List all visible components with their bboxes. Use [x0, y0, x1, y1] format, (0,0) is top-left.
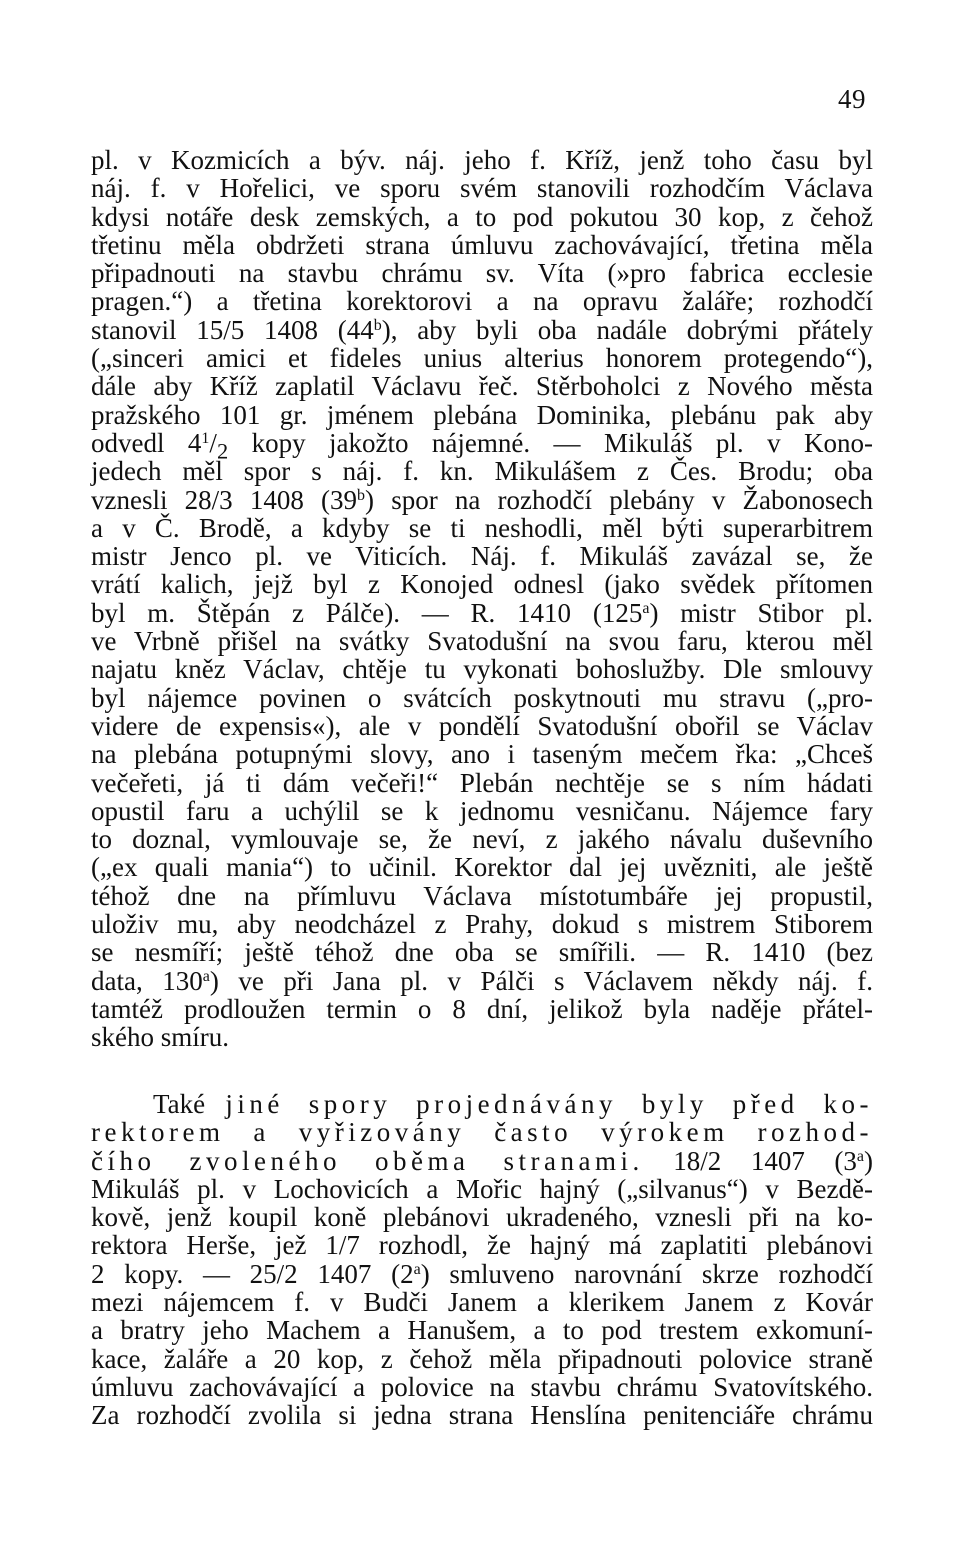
spaced-emphasis: čího zvoleného oběma stranami.: [91, 1145, 644, 1176]
paragraph-2: [91, 1090, 873, 1430]
text-line: kově, jenž koupil koně plebánovi ukradeného, vznesli při na ko-: [91, 1202, 873, 1233]
text-line: („sinceri amici et fideles unius alterius honorem protegendo“),: [91, 343, 873, 374]
text-line: („ex quali mania“) to učinil. Korektor dal jej uvězniti, ale ještě: [91, 852, 873, 883]
text-line: to doznal, vymlouvaje se, že neví, z jakého návalu duševního: [91, 824, 873, 855]
text-line: úmluvu zachovávající a polovice na stavbu chrámu Svatovítského.: [91, 1371, 873, 1402]
text-line: kace, žaláře a 20 kop, z čehož měla připadnouti polovice straně: [91, 1343, 873, 1374]
line-part: ) ve při Jana pl. v Pálči s Václavem někdy náj. f.: [209, 965, 873, 996]
line-part: ) smluveno narovnání skrze rozhodčí: [420, 1258, 873, 1289]
text-line: Mikuláš pl. v Lochovicích a Mořic hajný („silvanus“) v Bezdě-: [91, 1173, 873, 1204]
text-line: večeřeti, já ti dám večeři!“ Plebán nechtěje se s ním hádati: [91, 767, 873, 798]
text-line: pragen.“) a třetina korektorovi a na opravu žaláře; rozhodčí: [91, 286, 873, 317]
text-line: [91, 1090, 873, 1118]
text-line: a bratry jeho Machem a Hanušem, a to pod trestem exkomuní-: [91, 1315, 873, 1346]
superscript: a: [202, 967, 210, 985]
text-line: rektora Herše, jež 1/7 rozhodl, že hajný má zaplatiti plebánovi: [91, 1230, 873, 1261]
spaced-emphasis: rektorem a vyřizovány často výrokem rozhod-: [91, 1117, 873, 1148]
text-line: téhož dne na přímluvu Václava místotumbáře jej propustil,: [91, 880, 873, 911]
text-line: pl. v Kozmicích a býv. náj. jeho f. Kříž, jenž toho času byl: [91, 145, 873, 175]
text-line: [91, 1118, 873, 1146]
line-part: 18/2 1407 (3: [643, 1145, 857, 1176]
superscript: b: [357, 486, 366, 504]
line-part: data, 130: [91, 965, 203, 996]
line-part: stanovil 15/5 1408 (44: [91, 314, 374, 345]
text-line: ve Vrbně přišel na svátky Svatodušní na svou faru, kterou měl: [91, 626, 873, 657]
spaced-emphasis: jiné spory projednávány byly před ko-: [225, 1089, 873, 1119]
superscript: a: [856, 1147, 864, 1165]
text-line: náj. f. v Hořelici, ve sporu svém stanovili rozhodčím Václava: [91, 173, 873, 204]
line-part: ) mistr Stibor pl.: [649, 597, 873, 628]
line-part: ): [864, 1145, 873, 1176]
text-line: vrátí kalich, jejž byl z Konojed odnesl (jako svědek přítomen: [91, 569, 873, 600]
superscript: a: [642, 599, 650, 617]
line-part: /: [209, 427, 217, 458]
text-line: na plebána potupnými slovy, ano i taseným mečem řka: „Chceš: [91, 739, 873, 770]
line-part: ), aby byli oba nadále dobrými přátely: [381, 314, 873, 345]
text-line: [91, 967, 873, 995]
line-part: vznesli 28/3 1408 (39: [91, 484, 358, 515]
superscript: a: [413, 1260, 421, 1278]
subscript: 2: [216, 438, 229, 464]
line-part: 2 kopy. — 25/2 1407 (2: [91, 1258, 414, 1289]
paragraph-1: [91, 146, 873, 1052]
line-part: kopy jakožto nájemné. — Mikuláš pl. v Kono-: [228, 427, 873, 458]
text-line: se nesmíří; ještě téhož dne oba se smířili. — R. 1410 (bez: [91, 937, 873, 968]
line-part: ) spor na rozhodčí plebány v Žabonosech: [365, 484, 873, 515]
text-line: tamtéž prodloužen termin o 8 dní, jelikož byla naděje přátel-: [91, 993, 873, 1024]
text-line: [91, 1147, 873, 1175]
line-part: byl m. Štěpán z Pálče). — R. 1410 (125: [91, 597, 643, 628]
superscript: b: [373, 316, 382, 334]
text-line: mistr Jenco pl. ve Viticích. Náj. f. Mikuláš zavázal se, že: [91, 541, 873, 572]
text-line: opustil faru a uchýlil se k jednomu vesničanu. Nájemce fary: [91, 795, 873, 826]
line-part: Také: [153, 1089, 226, 1119]
text-line: byl nájemce povinen o svátcích poskytnouti mu stravu („pro-: [91, 682, 873, 713]
text-line: kdysi notáře desk zemských, a to pod pokutou 30 kop, z čehož: [91, 201, 873, 232]
text-line: [91, 1260, 873, 1288]
text-line: [91, 427, 873, 464]
superscript: 1: [201, 429, 210, 447]
text-line: [91, 599, 873, 627]
text-line: jedech měl spor s náj. f. kn. Mikulášem z Čes. Brodu; oba: [91, 456, 873, 487]
text-line: připadnouti na stavbu chrámu sv. Víta (»pro fabrica ecclesie: [91, 258, 873, 289]
text-line: třetinu měla obdržeti strana úmluvu zachovávající, třetina měla: [91, 229, 873, 260]
text-line: mezi nájemcem f. v Budči Janem a klerikem Janem z Kovár: [91, 1287, 873, 1318]
text-line: a v Č. Brodě, a kdyby se ti neshodli, měl býti superarbitrem: [91, 512, 873, 543]
text-line: ského smíru.: [91, 1022, 229, 1053]
text-line: videre de expensis«), ale v pondělí Svatodušní obořil se Václav: [91, 710, 873, 741]
text-line: uloživ mu, aby neodcházel z Prahy, dokud s mistrem Stiborem: [91, 909, 873, 940]
text-line: dále aby Kříž zaplatil Václavu řeč. Stěrboholci z Nového města: [91, 371, 873, 402]
text-line: najatu kněz Václav, chtěje tu vykonati bohoslužby. Dle smlouvy: [91, 654, 873, 685]
line-part: odvedl 4: [91, 427, 202, 458]
text-line: [91, 486, 873, 514]
text-line: pražského 101 gr. jménem plebána Dominika, plebánu pak aby: [91, 399, 873, 430]
text-line: Za rozhodčí zvolila si jedna strana Henslína penitenciáře chrámu: [91, 1400, 873, 1431]
text-line: [91, 316, 873, 344]
page-number: 49: [838, 84, 866, 114]
